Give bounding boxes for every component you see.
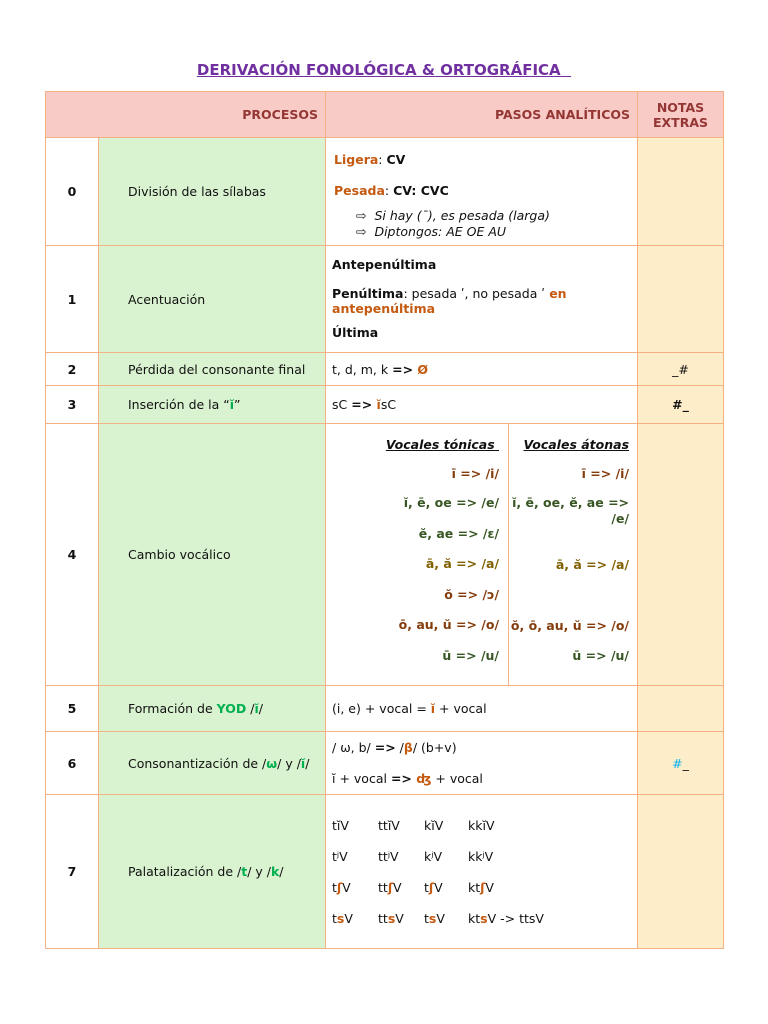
analytic-steps: (i, e) + vocal = ĭ + vocal: [326, 686, 638, 732]
notes-cell: [638, 795, 724, 949]
tonic-vowels-column: Vocales tónicas ī => /i/ ĭ, ē, oe => /e/ ĕ, ae => /ɛ/ ā, ă => /a/ ŏ => /ɔ/ ō, au, ŭ => /o/ ū => /u/: [326, 424, 509, 685]
analytic-steps: Ligera: CV Pesada: CV: CVC ⇨ Si hay (¯), es pesada (larga) ⇨ Diptongos: AE OE AU: [326, 138, 638, 246]
table-row: [46, 353, 724, 386]
process-name: Acentuación: [99, 246, 326, 353]
notes-cell: _#: [638, 353, 724, 386]
process-name: Inserción de la “ĭ”: [99, 386, 326, 424]
table-row: [46, 732, 724, 795]
header-pasos: PASOS ANALÍTICOS: [326, 92, 638, 138]
arrow-bullet-icon: ⇨: [356, 207, 367, 223]
table-row: [46, 138, 724, 246]
process-name: Cambio vocálico: [99, 424, 326, 686]
atonic-vowels-column: Vocales átonas ī => /i/ ĭ, ē, oe, ĕ, ae => /e/ ā, ă => /a/ ŏ, ō, au, ŭ => /o/ ū => /u/: [510, 437, 630, 663]
process-name: Pérdida del consonante final: [99, 353, 326, 386]
document-title: DERIVACIÓN FONOLÓGICA & ORTOGRÁFICA: [196, 61, 572, 79]
analytic-steps: sC => ĭsC: [326, 386, 638, 424]
row-number: 4: [46, 424, 99, 686]
table-row: [46, 246, 724, 353]
row-number: 0: [46, 138, 99, 246]
header-procesos: PROCESOS: [46, 92, 326, 138]
arrow-bullet-icon: ⇨: [356, 223, 367, 239]
palatalization-grid: tĭV ttĭV kĭV kkĭV tʲV ttʲV kʲV kkʲV tʃV ttʃV tʃV ktʃV tsV ttsV tsV ktsV -> ttsV: [326, 795, 638, 949]
process-name: División de las sílabas: [99, 138, 326, 246]
analytic-steps: t, d, m, k => Ø: [326, 353, 638, 386]
row-number: 6: [46, 732, 99, 795]
row-number: 7: [46, 795, 99, 949]
analytic-steps: / ω, b/ => /β/ (b+v) ĭ + vocal => ʤ + vocal: [326, 732, 638, 795]
analytic-steps: Antepenúltima Penúltima: pesada ʹ, no pesada ʹ en antepenúltima Última: [326, 246, 638, 353]
notes-cell: [638, 424, 724, 686]
process-name: Consonantización de /ω/ y /ĭ/: [99, 732, 326, 795]
table-row: [46, 795, 724, 949]
notes-cell: [638, 138, 724, 246]
notes-cell: [638, 686, 724, 732]
row-number: 3: [46, 386, 99, 424]
vowel-change-subtable: [326, 424, 637, 685]
table-row: [46, 386, 724, 424]
process-name: Palatalización de /t/ y /k/: [99, 795, 326, 949]
derivation-table: [45, 91, 724, 949]
row-number: 5: [46, 686, 99, 732]
vowel-change-cell: [326, 424, 638, 686]
header-notas: NOTAS EXTRAS: [638, 92, 724, 138]
row-number: 2: [46, 353, 99, 386]
table-row: [46, 686, 724, 732]
table-row: [46, 424, 724, 686]
header-row: [46, 92, 724, 138]
notes-cell: #_: [638, 386, 724, 424]
row-number: 1: [46, 246, 99, 353]
notes-cell: [638, 246, 724, 353]
notes-cell: #_: [638, 732, 724, 795]
process-name: Formación de YOD /ĭ/: [99, 686, 326, 732]
